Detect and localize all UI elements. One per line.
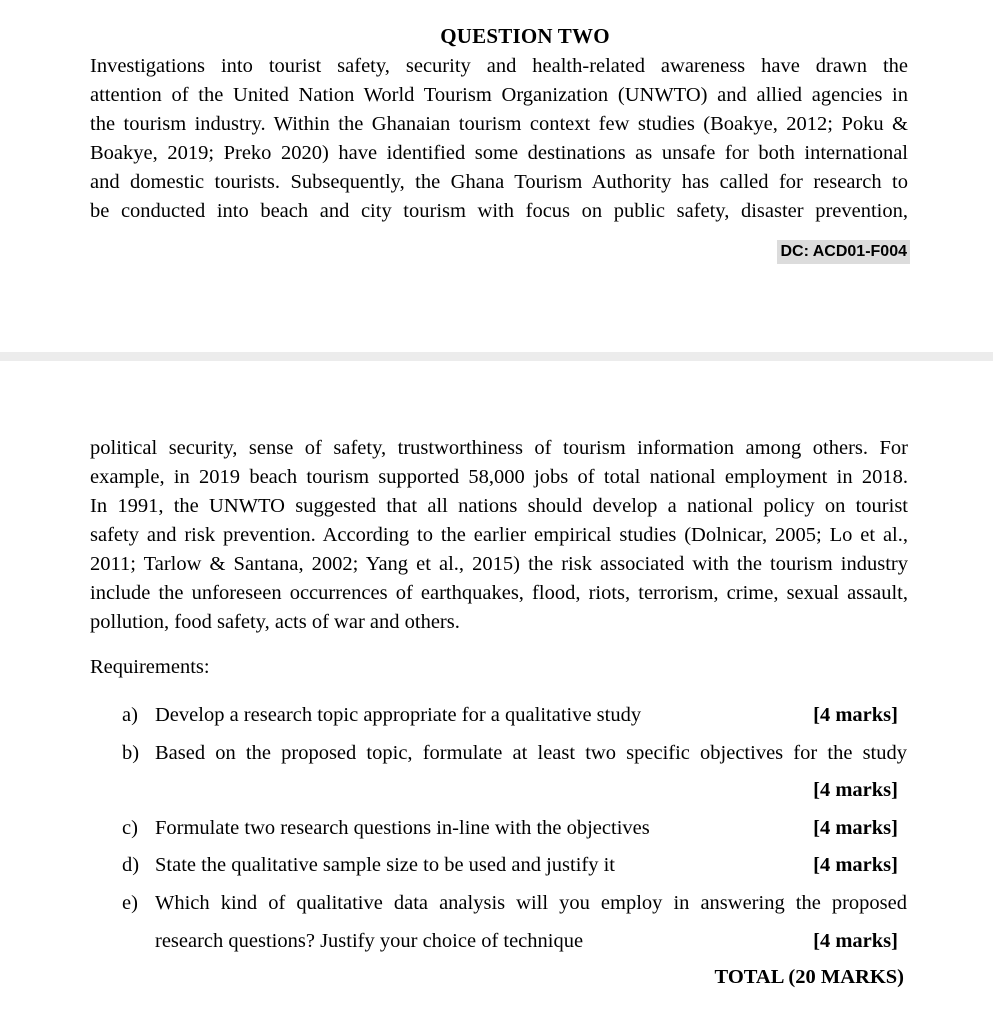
- paragraph-1: [90, 52, 908, 226]
- paragraph-line: attention of the United Nation World Tourism Organization (UNWTO) and allied agencies in: [90, 84, 908, 106]
- requirement-marks: [4 marks]: [813, 704, 898, 726]
- paragraph-line: Boakye, 2019; Preko 2020) have identified some destinations as unsafe for both international: [90, 142, 908, 164]
- total-marks: TOTAL (20 MARKS): [714, 966, 904, 988]
- requirements-heading: Requirements:: [90, 656, 210, 678]
- paragraph-line: include the unforeseen occurrences of earthquakes, flood, riots, terrorism, crime, sexual assault,: [90, 582, 908, 604]
- requirement-letter: b): [122, 742, 140, 764]
- requirement-letter: a): [122, 704, 138, 726]
- paragraph-2: [90, 434, 908, 637]
- paragraph-line: the tourism industry. Within the Ghanaian tourism context few studies (Boakye, 2012; Poku &: [90, 113, 908, 135]
- requirement-text-continued: research questions? Justify your choice of technique: [155, 930, 584, 952]
- document-code: DC: ACD01-F004: [777, 240, 910, 264]
- requirement-letter: c): [122, 817, 138, 839]
- requirement-text: State the qualitative sample size to be used and justify it: [155, 854, 615, 876]
- paragraph-line: and domestic tourists. Subsequently, the Ghana Tourism Authority has called for research to: [90, 171, 908, 193]
- requirement-text: Which kind of qualitative data analysis will you employ in answering the proposed: [155, 892, 907, 914]
- paragraph-line: example, in 2019 beach tourism supported 58,000 jobs of total national employment in 2018.: [90, 466, 908, 488]
- requirement-text: Formulate two research questions in-line with the objectives: [155, 817, 650, 839]
- paragraph-line: be conducted into beach and city tourism with focus on public safety, disaster prevention,: [90, 200, 908, 222]
- requirement-letter: d): [122, 854, 140, 876]
- requirement-letter: e): [122, 892, 138, 914]
- paragraph-line: 2011; Tarlow & Santana, 2002; Yang et al., 2015) the risk associated with the tourism industry: [90, 553, 908, 575]
- paragraph-line: In 1991, the UNWTO suggested that all nations should develop a national policy on tourist: [90, 495, 908, 517]
- requirement-marks: [4 marks]: [813, 854, 898, 876]
- requirement-text: Develop a research topic appropriate for a qualitative study: [155, 704, 642, 726]
- paragraph-line: pollution, food safety, acts of war and others.: [90, 611, 460, 633]
- question-title: QUESTION TWO: [440, 24, 610, 48]
- requirement-marks: [4 marks]: [813, 779, 898, 801]
- paragraph-line: political security, sense of safety, trustworthiness of tourism information among others. For: [90, 437, 908, 459]
- requirement-text: Based on the proposed topic, formulate at least two specific objectives for the study: [155, 742, 907, 764]
- paragraph-line: Investigations into tourist safety, security and health-related awareness have drawn the: [90, 55, 908, 77]
- requirement-marks: [4 marks]: [813, 817, 898, 839]
- requirement-marks: [4 marks]: [813, 930, 898, 952]
- page-break: [0, 352, 993, 361]
- paragraph-line: safety and risk prevention. According to the earlier empirical studies (Dolnicar, 2005; Lo et al.,: [90, 524, 908, 546]
